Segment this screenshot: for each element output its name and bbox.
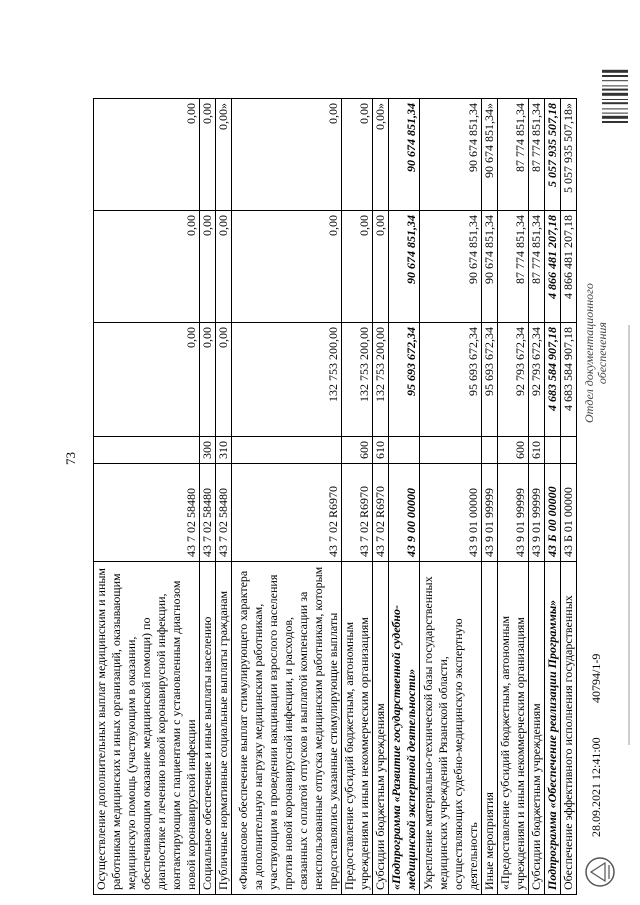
row-name-cell: Предоставление субсидий бюджетным, автономным учреждениям и иным некоммерческим организациям: [342, 562, 373, 895]
row-code-cell: 43 Б 00 00000: [545, 464, 561, 562]
row-name-cell: Обеспечение эффективного исполнения государственных: [561, 562, 577, 895]
row-year1-cell: 0,00: [200, 323, 216, 437]
row-year2-cell: 0,00: [232, 211, 342, 323]
row-year3-cell: 0,00: [94, 99, 200, 211]
row-kvr-cell: [232, 437, 342, 464]
row-year3-cell: 5 057 935 507,18»: [561, 99, 577, 211]
table-row: [561, 99, 577, 895]
row-name-cell: «Финансовое обеспечение выплат стимулирующего характера за дополнительную нагрузку медицинским работникам, участвующим в проведении вакцинации взрослого населения против новой коронавирусной инфекции, и расходов, связанных с оплатой отпусков и выплатой компенсации за неиспользованные отпуска медицинским работникам, которым предоставлялись указанные стимулирующие выплаты: [232, 562, 342, 895]
table-row: [232, 99, 342, 895]
barcode-bar: [602, 80, 628, 81]
row-kvr-cell: [482, 437, 498, 464]
barcode-bar: [602, 70, 628, 73]
table-row: [342, 99, 373, 895]
document-number: 40794/1-9: [589, 653, 603, 703]
row-year2-cell: 4 866 481 207,18: [561, 211, 577, 323]
row-kvr-cell: [389, 437, 420, 464]
row-year2-cell: 87 774 851,34: [529, 211, 545, 323]
row-code-cell: 43 9 01 99999: [529, 464, 545, 562]
barcode-bar: [602, 113, 628, 114]
row-code-cell: 43 9 01 99999: [498, 464, 529, 562]
row-code-cell: 43 7 02 58480: [200, 464, 216, 562]
barcode-bar: [602, 116, 628, 119]
table-row: [373, 99, 389, 895]
row-year2-cell: 4 866 481 207,18: [545, 211, 561, 323]
row-code-cell: 43 9 01 99999: [482, 464, 498, 562]
row-year3-cell: 0,00»: [216, 99, 232, 211]
row-year1-cell: 0,00: [94, 323, 200, 437]
scan-mark: [628, 325, 630, 745]
barcode-bar: [602, 99, 628, 100]
table-row: [389, 99, 420, 895]
row-kvr-cell: 610: [529, 437, 545, 464]
table-row: [498, 99, 529, 895]
row-year2-cell: 0,00: [342, 211, 373, 323]
row-kvr-cell: 600: [342, 437, 373, 464]
row-kvr-cell: 300: [200, 437, 216, 464]
row-name-cell: Социальное обеспечение и иные выплаты населению: [200, 562, 216, 895]
table-row: [482, 99, 498, 895]
row-name-cell: «Подпрограмма «Развитие государственной судебно-медицинской экспертной деятельности»: [389, 562, 420, 895]
row-year3-cell: 90 674 851,34»: [482, 99, 498, 211]
barcode-bar: [602, 108, 628, 109]
row-code-cell: 43 9 00 00000: [389, 464, 420, 562]
row-year1-cell: 92 793 672,34: [498, 323, 529, 437]
row-name-cell: Подпрограмма «Обеспечение реализации Программы»: [545, 562, 561, 895]
row-year2-cell: 90 674 851,34: [420, 211, 482, 323]
row-code-cell: 43 7 02 58480: [216, 464, 232, 562]
row-year2-cell: 87 774 851,34: [498, 211, 529, 323]
table-row: [216, 99, 232, 895]
barcode-icon: [600, 55, 630, 125]
department-line-1: Отдел документационного: [582, 283, 596, 423]
row-year1-cell: 92 793 672,34: [529, 323, 545, 437]
department-stamp: [583, 283, 609, 423]
row-kvr-cell: 600: [498, 437, 529, 464]
row-year3-cell: 87 774 851,34: [529, 99, 545, 211]
row-kvr-cell: [420, 437, 482, 464]
row-year1-cell: 4 683 584 907,18: [545, 323, 561, 437]
row-year1-cell: 0,00: [216, 323, 232, 437]
row-name-cell: Субсидии бюджетным учреждениям: [529, 562, 545, 895]
row-year2-cell: 0,00: [94, 211, 200, 323]
row-year3-cell: 90 674 851,34: [389, 99, 420, 211]
row-name-cell: Укрепление материально-технической базы государственных медицинских учреждений Рязанской области, осуществляющих судебно-медицинскую экспертную деятельность: [420, 562, 482, 895]
page-footer: [583, 13, 633, 893]
row-year3-cell: 5 057 935 507,18: [545, 99, 561, 211]
row-year2-cell: 90 674 851,34: [389, 211, 420, 323]
row-year3-cell: 87 774 851,34: [498, 99, 529, 211]
emblem-icon: [583, 855, 617, 889]
row-year2-cell: 0,00: [200, 211, 216, 323]
row-kvr-cell: [545, 437, 561, 464]
row-code-cell: 43 9 01 00000: [420, 464, 482, 562]
print-datetime: 28.09.2021 12:41:00: [589, 737, 603, 837]
row-kvr-cell: 610: [373, 437, 389, 464]
row-code-cell: 43 7 02 R6970: [373, 464, 389, 562]
budget-table-container: [93, 98, 577, 895]
row-year1-cell: 132 753 200,00: [232, 323, 342, 437]
row-name-cell: Осуществление дополнительных выплат медицинским и иным работникам медицинских и иных организаций, оказывающим медицинскую помощь (участвующим в оказании, обеспечивающим оказание медицинской помощи) по диагностике и лечению новой коронавирусной инфекции, контактирующим с пациентами с установленным диагнозом новой коронавирусной инфекции: [94, 562, 200, 895]
table-row: [529, 99, 545, 895]
row-name-cell: «Предоставление субсидий бюджетным, автономным учреждениям и иным некоммерческим организациям: [498, 562, 529, 895]
row-year1-cell: 95 693 672,34: [389, 323, 420, 437]
row-year1-cell: 95 693 672,34: [482, 323, 498, 437]
budget-table-body: [94, 99, 577, 895]
row-code-cell: 43 7 02 R6970: [232, 464, 342, 562]
budget-table: [93, 98, 577, 895]
row-code-cell: 43 7 02 R6970: [342, 464, 373, 562]
barcode-bar: [602, 85, 628, 86]
barcode-bar: [602, 75, 628, 77]
row-name-cell: Субсидии бюджетным учреждениям: [373, 562, 389, 895]
row-year1-cell: 132 753 200,00: [373, 323, 389, 437]
page-number: 73: [63, 452, 78, 465]
row-name-cell: Иные мероприятия: [482, 562, 498, 895]
row-kvr-cell: [561, 437, 577, 464]
row-year3-cell: 0,00»: [373, 99, 389, 211]
department-line-2: обеспечения: [595, 322, 609, 385]
table-row: [420, 99, 482, 895]
barcode-bar: [602, 89, 628, 91]
row-code-cell: 43 7 02 58480: [94, 464, 200, 562]
barcode-bar: [602, 102, 628, 104]
row-year3-cell: 0,00: [232, 99, 342, 211]
row-year3-cell: 0,00: [342, 99, 373, 211]
row-code-cell: 43 Б 01 00000: [561, 464, 577, 562]
row-kvr-cell: [94, 437, 200, 464]
row-year3-cell: 90 674 851,34: [420, 99, 482, 211]
barcode-bar: [602, 93, 628, 96]
row-year1-cell: 4 683 584 907,18: [561, 323, 577, 437]
row-name-cell: Публичные нормативные социальные выплаты гражданам: [216, 562, 232, 895]
row-year2-cell: 0,00: [373, 211, 389, 323]
row-year2-cell: 0,00: [216, 211, 232, 323]
row-year2-cell: 90 674 851,34: [482, 211, 498, 323]
table-row: [200, 99, 216, 895]
row-year1-cell: 95 693 672,34: [420, 323, 482, 437]
table-row: [94, 99, 200, 895]
row-kvr-cell: 310: [216, 437, 232, 464]
row-year3-cell: 0,00: [200, 99, 216, 211]
row-year1-cell: 132 753 200,00: [342, 323, 373, 437]
table-row: [545, 99, 561, 895]
barcode-bar: [602, 121, 628, 123]
